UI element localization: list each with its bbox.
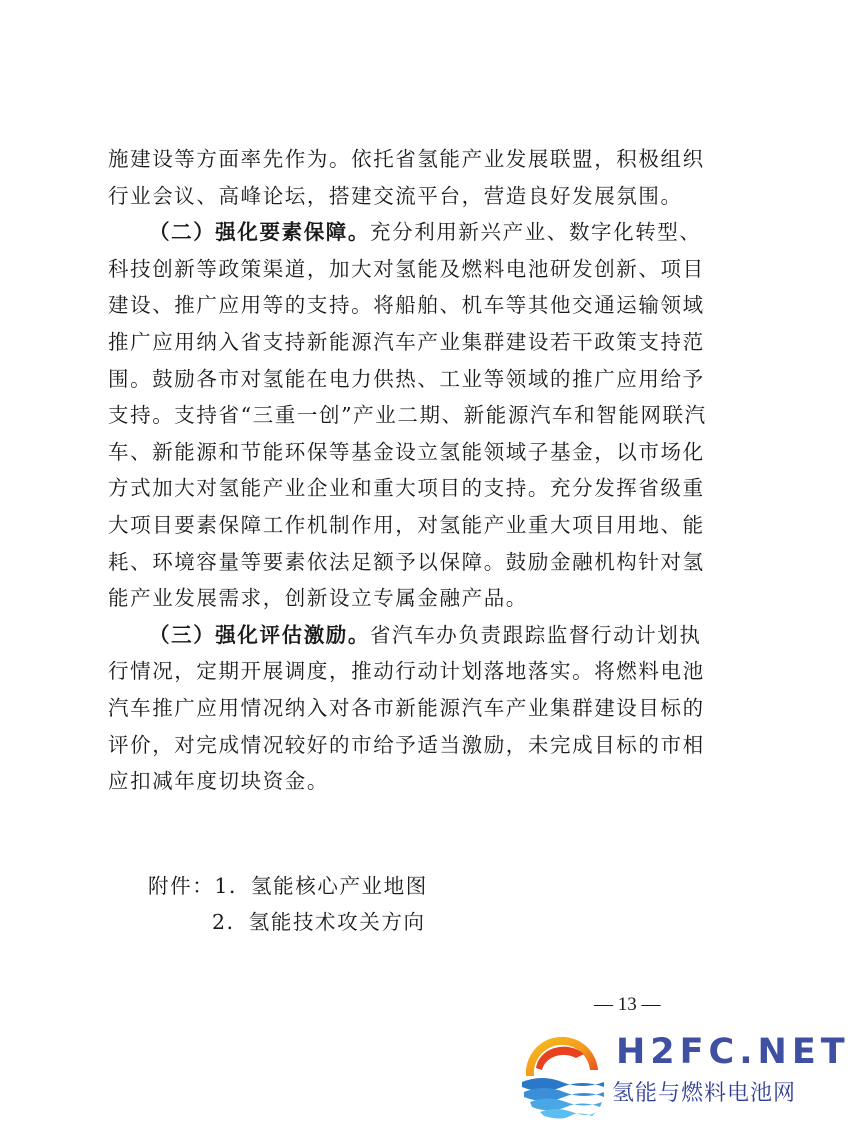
paragraph-line: 耗、环境容量等要素依法足额予以保障。鼓励金融机构针对氢 (108, 549, 705, 574)
paragraph-1 (108, 141, 705, 214)
paragraph-line: 汽车推广应用情况纳入对各市新能源汽车产业集群建设目标的 (108, 695, 705, 720)
paragraph-line: 应扣减年度切块资金。 (108, 769, 329, 794)
paragraph-2 (108, 214, 707, 617)
attachment-item-1 (148, 869, 428, 899)
paragraph-line: 推广应用纳入省支持新能源汽车产业集群建设若干政策支持范 (108, 329, 705, 354)
body-text (108, 141, 707, 800)
paragraph-line: 方式加大对氢能产业企业和重大项目的支持。充分发挥省级重 (108, 476, 705, 501)
section-heading-2: （二）强化要素保障。 (149, 220, 370, 245)
paragraph-first-line (108, 617, 702, 654)
paragraph-line: 行情况，定期开展调度，推动行动计划落地落实。将燃料电池 (108, 659, 705, 684)
paragraph-3 (108, 617, 705, 800)
paragraph-line: 车、新能源和节能环保等基金设立氢能领域子基金，以市场化 (108, 439, 705, 464)
paragraph-line: 围。鼓励各市对氢能在电力供热、工业等领域的推广应用给予 (108, 366, 705, 391)
watermark-brand: H2FC.NET (616, 1032, 850, 1072)
paragraph-line: 评价，对完成情况较好的市给予适当激励，未完成目标的市相 (108, 732, 705, 757)
attachment-title-2: 2．氢能技术攻关方向 (212, 910, 426, 934)
paragraph-line: 支持。支持省“三重一创”产业二期、新能源汽车和智能网联汽 (108, 403, 707, 428)
h2fc-logo-icon (512, 1024, 612, 1123)
watermark-subtitle: 氢能与燃料电池网 (612, 1081, 797, 1106)
paragraph-first-line (108, 214, 702, 251)
paragraph-line: 充分利用新兴产业、数字化转型、 (370, 220, 702, 245)
attachment-item-2 (212, 905, 426, 935)
paragraph-line: 行业会议、高峰论坛，搭建交流平台，营造良好发展氛围。 (108, 183, 683, 208)
attachment-title-1: 1．氢能核心产业地图 (214, 874, 428, 898)
paragraph-line: 施建设等方面率先作为。依托省氢能产业发展联盟，积极组织 (108, 147, 705, 171)
paragraph-line: 能产业发展需求，创新设立专属金融产品。 (108, 586, 528, 611)
paragraph-line: 大项目要素保障工作机制作用，对氢能产业重大项目用地、能 (108, 512, 705, 537)
page-number: — 13 — (594, 994, 661, 1015)
paragraph-line: 省汽车办负责跟踪监督行动计划执 (370, 622, 702, 647)
section-heading-3: （三）强化评估激励。 (149, 622, 370, 647)
watermark-logo (512, 1024, 850, 1123)
attachment-label: 附件： (148, 874, 215, 898)
paragraph-line: 建设、推广应用等的支持。将船舶、机车等其他交通运输领域 (108, 293, 705, 318)
paragraph-line: 科技创新等政策渠道，加大对氢能及燃料电池研发创新、项目 (108, 256, 705, 281)
